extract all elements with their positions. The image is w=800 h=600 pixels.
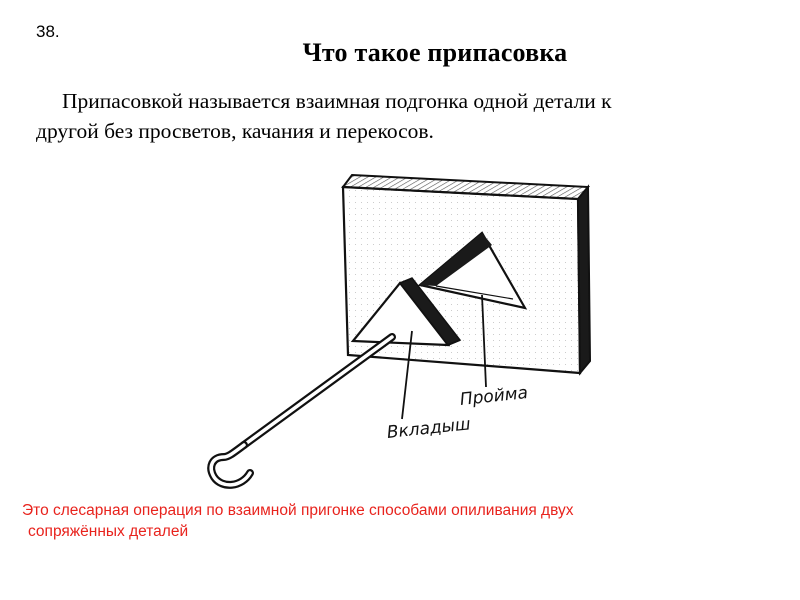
hook-rod: [211, 337, 392, 485]
fitting-illustration: [180, 165, 620, 495]
definition-paragraph: [36, 86, 796, 146]
label-insert: Вкладыш: [385, 414, 472, 443]
label-opening: Пройма: [458, 382, 529, 410]
note-line-1: Это слесарная операция по взаимной пригонке способами опиливания двух: [22, 502, 574, 519]
plate-side-face: [578, 187, 590, 373]
definition-line-1: Припасовкой называется взаимная подгонка одной детали к: [62, 89, 612, 113]
fitting-drawing: [180, 165, 620, 495]
slide-number: 38.: [36, 22, 60, 41]
slide-title: Что такое припасовка: [302, 38, 568, 67]
definition-line-2: другой без просветов, качания и перекосов.: [36, 119, 434, 143]
red-note: [22, 500, 782, 542]
note-line-2: сопряжённых деталей: [28, 523, 189, 540]
